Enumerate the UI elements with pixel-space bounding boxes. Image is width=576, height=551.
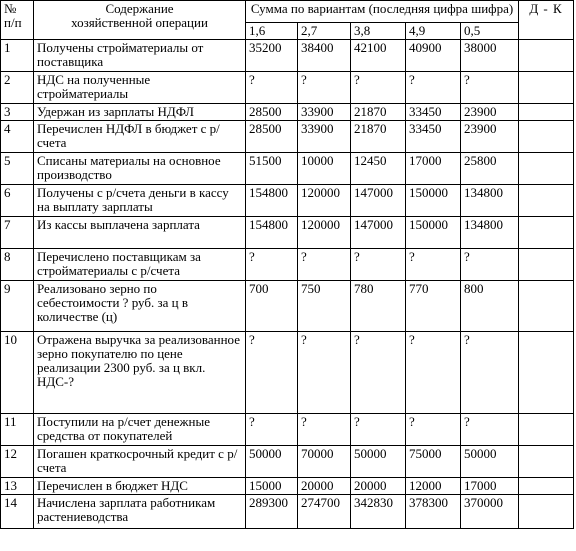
row-number: 2 — [1, 72, 34, 104]
amount-cell: ? — [298, 332, 351, 414]
variant-header-cell: 0,5 — [461, 23, 519, 40]
table-row — [1, 281, 574, 332]
amount-cell: 274700 — [298, 495, 351, 529]
debit-credit-cell[interactable] — [519, 414, 574, 446]
amount-cell: ? — [406, 414, 461, 446]
amount-cell: 120000 — [298, 185, 351, 217]
amount-cell: ? — [246, 249, 298, 281]
amount-cell: 370000 — [461, 495, 519, 529]
table-row — [1, 153, 574, 185]
debit-credit-cell[interactable] — [519, 446, 574, 478]
amount-cell: 28500 — [246, 121, 298, 153]
amount-cell: 150000 — [406, 185, 461, 217]
table-row — [1, 72, 574, 104]
amount-cell: 154800 — [246, 185, 298, 217]
amount-cell: ? — [246, 414, 298, 446]
amount-cell: 20000 — [298, 478, 351, 495]
table-row — [1, 478, 574, 495]
table-row — [1, 104, 574, 121]
table-row — [1, 185, 574, 217]
table-row — [1, 446, 574, 478]
amount-cell: ? — [298, 249, 351, 281]
variant-header-cell: 4,9 — [406, 23, 461, 40]
debit-credit-cell[interactable] — [519, 495, 574, 529]
amount-cell: 17000 — [461, 478, 519, 495]
amount-cell: 17000 — [406, 153, 461, 185]
amount-cell: ? — [461, 414, 519, 446]
amount-cell: ? — [351, 414, 406, 446]
amount-cell: 147000 — [351, 185, 406, 217]
debit-credit-cell[interactable] — [519, 40, 574, 72]
table-row — [1, 332, 574, 414]
row-number: 14 — [1, 495, 34, 529]
operation-description: Отражена выручка за реализованное зерно покупателю по цене реализации 2300 руб. за ц вкл. НДС-? — [34, 332, 246, 414]
amount-cell: ? — [351, 249, 406, 281]
amount-cell: 50000 — [461, 446, 519, 478]
operation-description: Погашен краткосрочный кредит с р/счета — [34, 446, 246, 478]
header-num-label: № п/п — [4, 1, 22, 30]
amount-cell: 25800 — [461, 153, 519, 185]
amount-cell: ? — [461, 72, 519, 104]
amount-cell: 70000 — [298, 446, 351, 478]
table-row — [1, 217, 574, 249]
variant-header-cell: 3,8 — [351, 23, 406, 40]
amount-cell: 23900 — [461, 121, 519, 153]
amount-cell: 750 — [298, 281, 351, 332]
debit-credit-cell[interactable] — [519, 72, 574, 104]
row-number: 1 — [1, 40, 34, 72]
debit-credit-cell[interactable] — [519, 104, 574, 121]
amount-cell: 150000 — [406, 217, 461, 249]
debit-credit-cell[interactable] — [519, 217, 574, 249]
amount-cell: 15000 — [246, 478, 298, 495]
amount-cell: 42100 — [351, 40, 406, 72]
amount-cell: 33900 — [298, 104, 351, 121]
amount-cell: 21870 — [351, 104, 406, 121]
debit-credit-cell[interactable] — [519, 153, 574, 185]
amount-cell: 147000 — [351, 217, 406, 249]
debit-credit-cell[interactable] — [519, 332, 574, 414]
amount-cell: ? — [461, 249, 519, 281]
operation-description: НДС на полученные стройматериалы — [34, 72, 246, 104]
amount-cell: 700 — [246, 281, 298, 332]
amount-cell: 51500 — [246, 153, 298, 185]
amount-cell: ? — [406, 332, 461, 414]
header-content-label: Содержание хозяйственной операции — [71, 1, 208, 30]
amount-cell: 75000 — [406, 446, 461, 478]
amount-cell: 35200 — [246, 40, 298, 72]
table-row — [1, 495, 574, 529]
row-number: 10 — [1, 332, 34, 414]
row-number: 8 — [1, 249, 34, 281]
amount-cell: 38400 — [298, 40, 351, 72]
header-content — [34, 1, 246, 40]
row-number: 3 — [1, 104, 34, 121]
amount-cell: 134800 — [461, 185, 519, 217]
amount-cell: 800 — [461, 281, 519, 332]
operation-description: Поступили на р/счет денежные средства от покупателей — [34, 414, 246, 446]
amount-cell: 289300 — [246, 495, 298, 529]
amount-cell: 28500 — [246, 104, 298, 121]
amount-cell: 33450 — [406, 104, 461, 121]
table-row — [1, 121, 574, 153]
header-num — [1, 1, 34, 40]
amount-cell: 780 — [351, 281, 406, 332]
debit-credit-cell[interactable] — [519, 281, 574, 332]
amount-cell: 33900 — [298, 121, 351, 153]
amount-cell: 23900 — [461, 104, 519, 121]
operation-description: Удержан из зарплаты НДФЛ — [34, 104, 246, 121]
amount-cell: 21870 — [351, 121, 406, 153]
amount-cell: ? — [351, 332, 406, 414]
variant-header-cell: 1,6 — [246, 23, 298, 40]
amount-cell: ? — [298, 72, 351, 104]
row-number: 7 — [1, 217, 34, 249]
operation-description: Перечислен в бюджет НДС — [34, 478, 246, 495]
amount-cell: ? — [246, 332, 298, 414]
variant-header-cell: 2,7 — [298, 23, 351, 40]
amount-cell: 20000 — [351, 478, 406, 495]
amount-cell: 33450 — [406, 121, 461, 153]
operation-description: Получены с р/счета деньги в кассу на выплату зарплаты — [34, 185, 246, 217]
table-row — [1, 40, 574, 72]
amount-cell: 378300 — [406, 495, 461, 529]
amount-cell: 50000 — [246, 446, 298, 478]
amount-cell: ? — [461, 332, 519, 414]
amount-cell: 154800 — [246, 217, 298, 249]
table-row — [1, 414, 574, 446]
amount-cell: 12000 — [406, 478, 461, 495]
operation-description: Начислена зарплата работникам растениеводства — [34, 495, 246, 529]
debit-credit-cell[interactable] — [519, 185, 574, 217]
amount-cell: 770 — [406, 281, 461, 332]
amount-cell: 342830 — [351, 495, 406, 529]
amount-cell: ? — [406, 72, 461, 104]
table-row — [1, 249, 574, 281]
debit-credit-cell[interactable] — [519, 478, 574, 495]
amount-cell: 10000 — [298, 153, 351, 185]
amount-cell: 50000 — [351, 446, 406, 478]
amount-cell: ? — [406, 249, 461, 281]
operation-description: Перечислен НДФЛ в бюджет с р/счета — [34, 121, 246, 153]
row-number: 4 — [1, 121, 34, 153]
amount-cell: ? — [351, 72, 406, 104]
row-number: 6 — [1, 185, 34, 217]
debit-credit-cell[interactable] — [519, 249, 574, 281]
amount-cell: 40900 — [406, 40, 461, 72]
row-number: 13 — [1, 478, 34, 495]
amount-cell: ? — [246, 72, 298, 104]
operation-description: Списаны материалы на основное производство — [34, 153, 246, 185]
amount-cell: 120000 — [298, 217, 351, 249]
amount-cell: ? — [298, 414, 351, 446]
row-number: 12 — [1, 446, 34, 478]
amount-cell: 12450 — [351, 153, 406, 185]
row-number: 5 — [1, 153, 34, 185]
amount-cell: 134800 — [461, 217, 519, 249]
header-row — [1, 1, 574, 23]
debit-credit-cell[interactable] — [519, 121, 574, 153]
header-sum: Сумма по вариантам (последняя цифра шифра) — [246, 1, 519, 23]
operation-description: Получены стройматериалы от поставщика — [34, 40, 246, 72]
row-number: 11 — [1, 414, 34, 446]
operation-description: Перечислено поставщикам за стройматериалы с р/счета — [34, 249, 246, 281]
operation-description: Из кассы выплачена зарплата — [34, 217, 246, 249]
amount-cell: 38000 — [461, 40, 519, 72]
operation-description: Реализовано зерно по себестоимости ? руб. за ц в количестве (ц) — [34, 281, 246, 332]
row-number: 9 — [1, 281, 34, 332]
header-debit-credit: Д - К — [519, 1, 574, 40]
